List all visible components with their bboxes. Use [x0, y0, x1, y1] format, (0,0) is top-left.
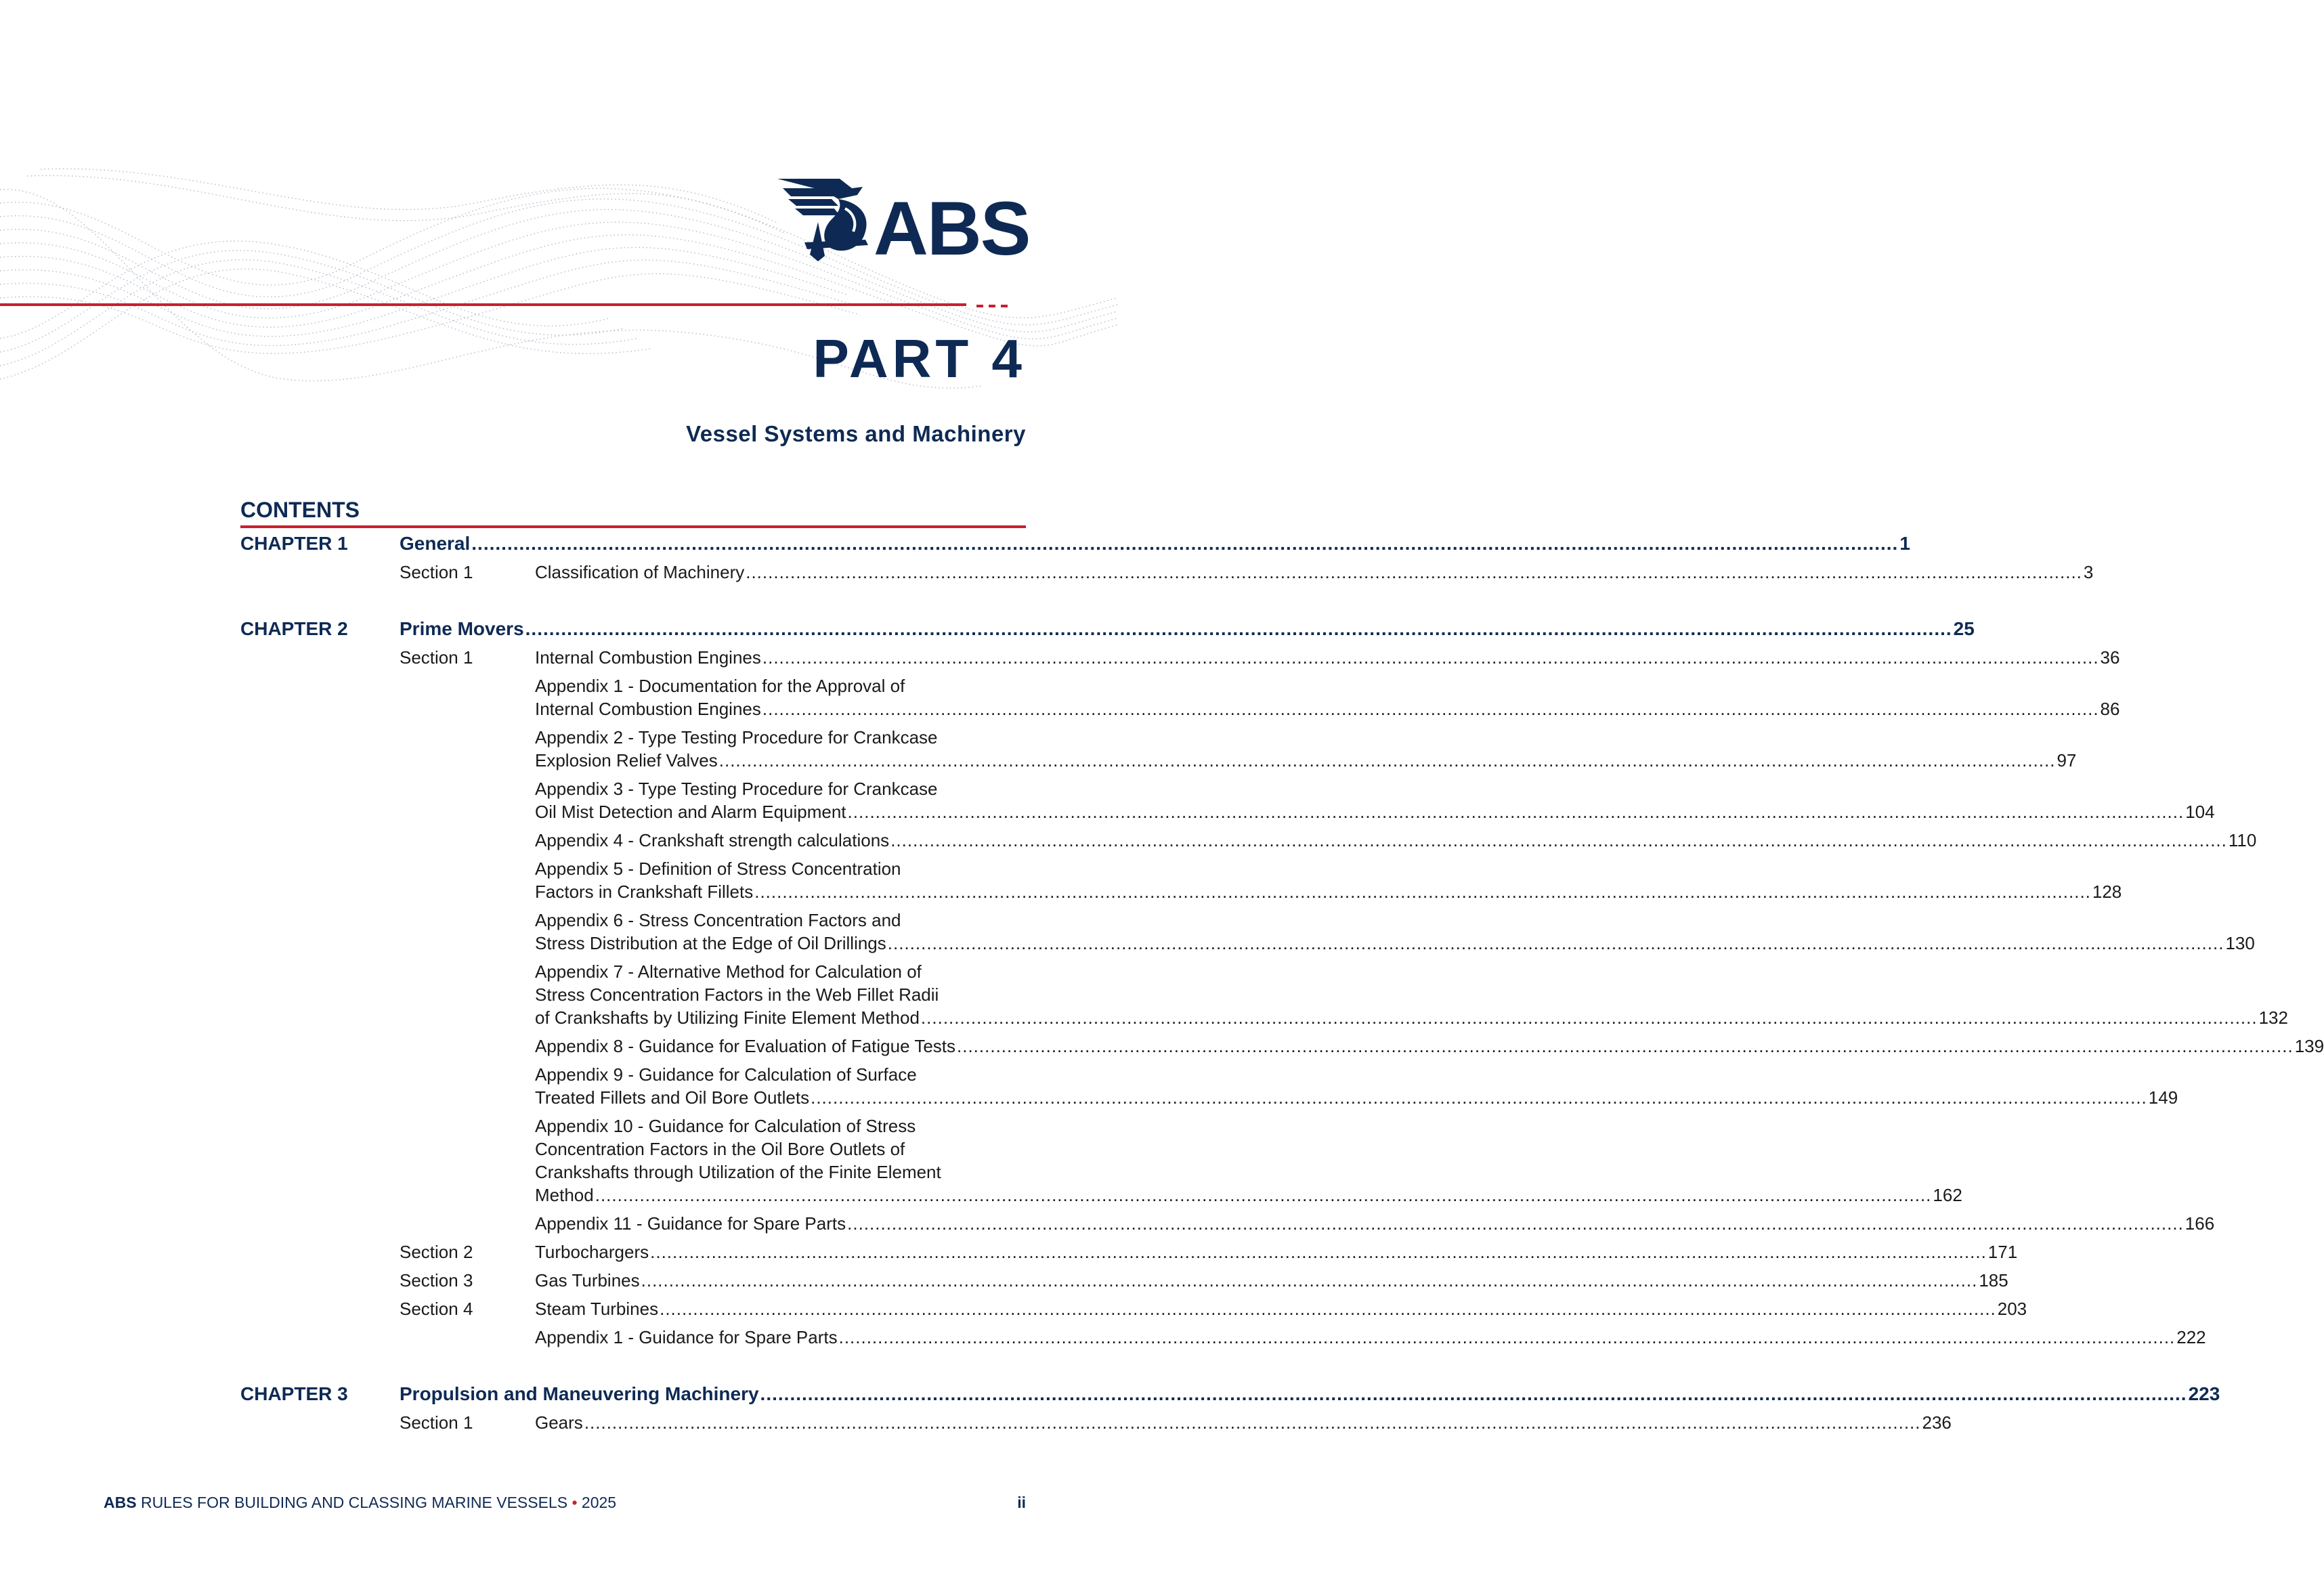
section-title: Turbochargers: [535, 1242, 649, 1262]
page-number: 203: [1997, 1299, 2027, 1319]
section-label: Section 4: [400, 1299, 473, 1319]
page-number: 3: [2083, 562, 2094, 582]
appendix-title: Appendix 4 - Crankshaft strength calculations: [535, 830, 890, 850]
appendix-title-cont: Crankshafts through Utilization of the Finite Element: [535, 1162, 941, 1182]
appendix-title-cont: Internal Combustion Engines: [535, 699, 761, 719]
page-number: 128: [2092, 882, 2122, 902]
appendix-title: Appendix 8 - Guidance for Evaluation of Fatigue Tests: [535, 1036, 956, 1056]
toc-entry[interactable]: [240, 561, 2094, 584]
toc-entry[interactable]: [240, 674, 2120, 720]
appendix-title: Appendix 11 - Guidance for Spare Parts: [535, 1213, 846, 1234]
chapter-title: General: [400, 533, 471, 554]
chapter-label: CHAPTER 1: [240, 533, 348, 554]
section-title: Internal Combustion Engines: [535, 647, 761, 668]
toc-entry[interactable]: [240, 1326, 2206, 1349]
appendix-title-cont: Stress Distribution at the Edge of Oil Drillings: [535, 933, 886, 953]
section-label: Section 3: [400, 1270, 473, 1291]
section-title: Steam Turbines: [535, 1299, 659, 1319]
toc-entry[interactable]: [240, 1240, 2018, 1263]
toc-entry[interactable]: [240, 1035, 2324, 1058]
appendix-title: Appendix 9 - Guidance for Calculation of Surface: [535, 1064, 917, 1085]
toc-entry[interactable]: [240, 909, 2255, 955]
chapter-title: Prime Movers: [400, 618, 524, 639]
appendix-title: Appendix 7 - Alternative Method for Calculation of: [535, 961, 922, 982]
chapter-1-row[interactable]: [240, 532, 1910, 555]
appendix-title-cont: Method: [535, 1185, 594, 1205]
section-label: Section 1: [400, 562, 473, 582]
page-footer: [104, 1494, 1026, 1512]
section-title: Gears: [535, 1412, 583, 1433]
page-number: 1: [1899, 533, 1910, 554]
page-number: 104: [2185, 802, 2215, 822]
footer-year: 2025: [581, 1494, 617, 1511]
appendix-title-cont: Oil Mist Detection and Alarm Equipment: [535, 802, 846, 822]
toc-entry[interactable]: [240, 646, 2120, 669]
toc-entry[interactable]: [240, 1297, 2027, 1320]
page-number: 222: [2176, 1327, 2206, 1347]
red-dash-2: [989, 305, 995, 307]
contents-heading: CONTENTS: [240, 498, 360, 522]
page-number: 132: [2258, 1007, 2288, 1028]
appendix-title: Appendix 2 - Type Testing Procedure for Crankcase: [535, 727, 938, 747]
footer-title: RULES FOR BUILDING AND CLASSING MARINE VESSELS: [140, 1494, 568, 1511]
toc-entry[interactable]: [240, 829, 2257, 852]
section-label: Section 1: [400, 647, 473, 668]
page-number: 110: [2228, 830, 2257, 850]
appendix-title-cont: Explosion Relief Valves: [535, 750, 718, 771]
appendix-title: Appendix 3 - Type Testing Procedure for Crankcase: [535, 779, 938, 799]
footer-brand: ABS: [104, 1494, 137, 1511]
appendix-title-cont: Concentration Factors in the Oil Bore Outlets of: [535, 1139, 905, 1159]
page-number: 236: [1922, 1412, 1952, 1433]
red-dash-3: [1001, 305, 1008, 307]
page-number: 139: [2294, 1036, 2324, 1056]
footer-page-number: ii: [1017, 1494, 1026, 1511]
chapter-2-row[interactable]: [240, 617, 1975, 641]
page-number: 25: [1953, 618, 1975, 639]
appendix-title: Appendix 6 - Stress Concentration Factors and: [535, 910, 901, 930]
toc-entry[interactable]: [240, 1411, 1952, 1434]
appendix-title-cont: Stress Concentration Factors in the Web Fillet Radii: [535, 984, 939, 1005]
section-label: Section 1: [400, 1412, 473, 1433]
appendix-title-cont: Treated Fillets and Oil Bore Outlets: [535, 1087, 810, 1108]
header-red-rule: [0, 303, 966, 306]
page-number: 166: [2185, 1213, 2215, 1234]
toc-entry[interactable]: [240, 857, 2122, 903]
appendix-title-cont: Factors in Crankshaft Fillets: [535, 882, 754, 902]
section-label: Section 2: [400, 1242, 473, 1262]
abs-logo-text: ABS: [874, 186, 1030, 271]
part-title: PART 4: [813, 328, 1026, 389]
toc-entry[interactable]: [240, 960, 2288, 1029]
page-number: 149: [2148, 1087, 2178, 1108]
footer-bullet: •: [572, 1494, 578, 1511]
page-number: 223: [2188, 1383, 2220, 1404]
chapter-label: CHAPTER 3: [240, 1383, 348, 1404]
part-subtitle: Vessel Systems and Machinery: [686, 421, 1026, 446]
toc-entry[interactable]: [240, 1212, 2215, 1235]
chapter-label: CHAPTER 2: [240, 618, 348, 639]
footer-title-line: [104, 1494, 616, 1512]
page-number: 130: [2225, 933, 2255, 953]
page-number: 162: [1933, 1185, 1962, 1205]
chapter-title: Propulsion and Maneuvering Machinery: [400, 1383, 759, 1404]
page-number: 171: [1987, 1242, 2018, 1262]
page-number: 185: [1979, 1270, 2008, 1291]
appendix-title: Appendix 10 - Guidance for Calculation of Stress: [535, 1116, 916, 1136]
toc-entry[interactable]: [240, 777, 2215, 823]
chapter-3-row[interactable]: [240, 1383, 2220, 1406]
appendix-title: Appendix 1 - Documentation for the Approval of: [535, 676, 905, 696]
red-dash-1: [976, 305, 983, 307]
toc-entry[interactable]: [240, 1269, 2008, 1292]
page-number: 97: [2057, 750, 2077, 771]
toc-entry[interactable]: [240, 726, 2077, 772]
page-number: 36: [2100, 647, 2120, 668]
appendix-title: Appendix 5 - Definition of Stress Concentration: [535, 859, 901, 879]
section-title: Gas Turbines: [535, 1270, 640, 1291]
page-number: 86: [2100, 699, 2120, 719]
appendix-title-cont: of Crankshafts by Utilizing Finite Element Method: [535, 1007, 920, 1028]
toc-entry[interactable]: [240, 1114, 1962, 1207]
appendix-title: Appendix 1 - Guidance for Spare Parts: [535, 1327, 838, 1347]
table-of-contents: [240, 532, 2324, 1434]
contents-rule: [240, 525, 1026, 528]
toc-entry[interactable]: [240, 1063, 2178, 1109]
section-title: Classification of Machinery: [535, 562, 745, 582]
